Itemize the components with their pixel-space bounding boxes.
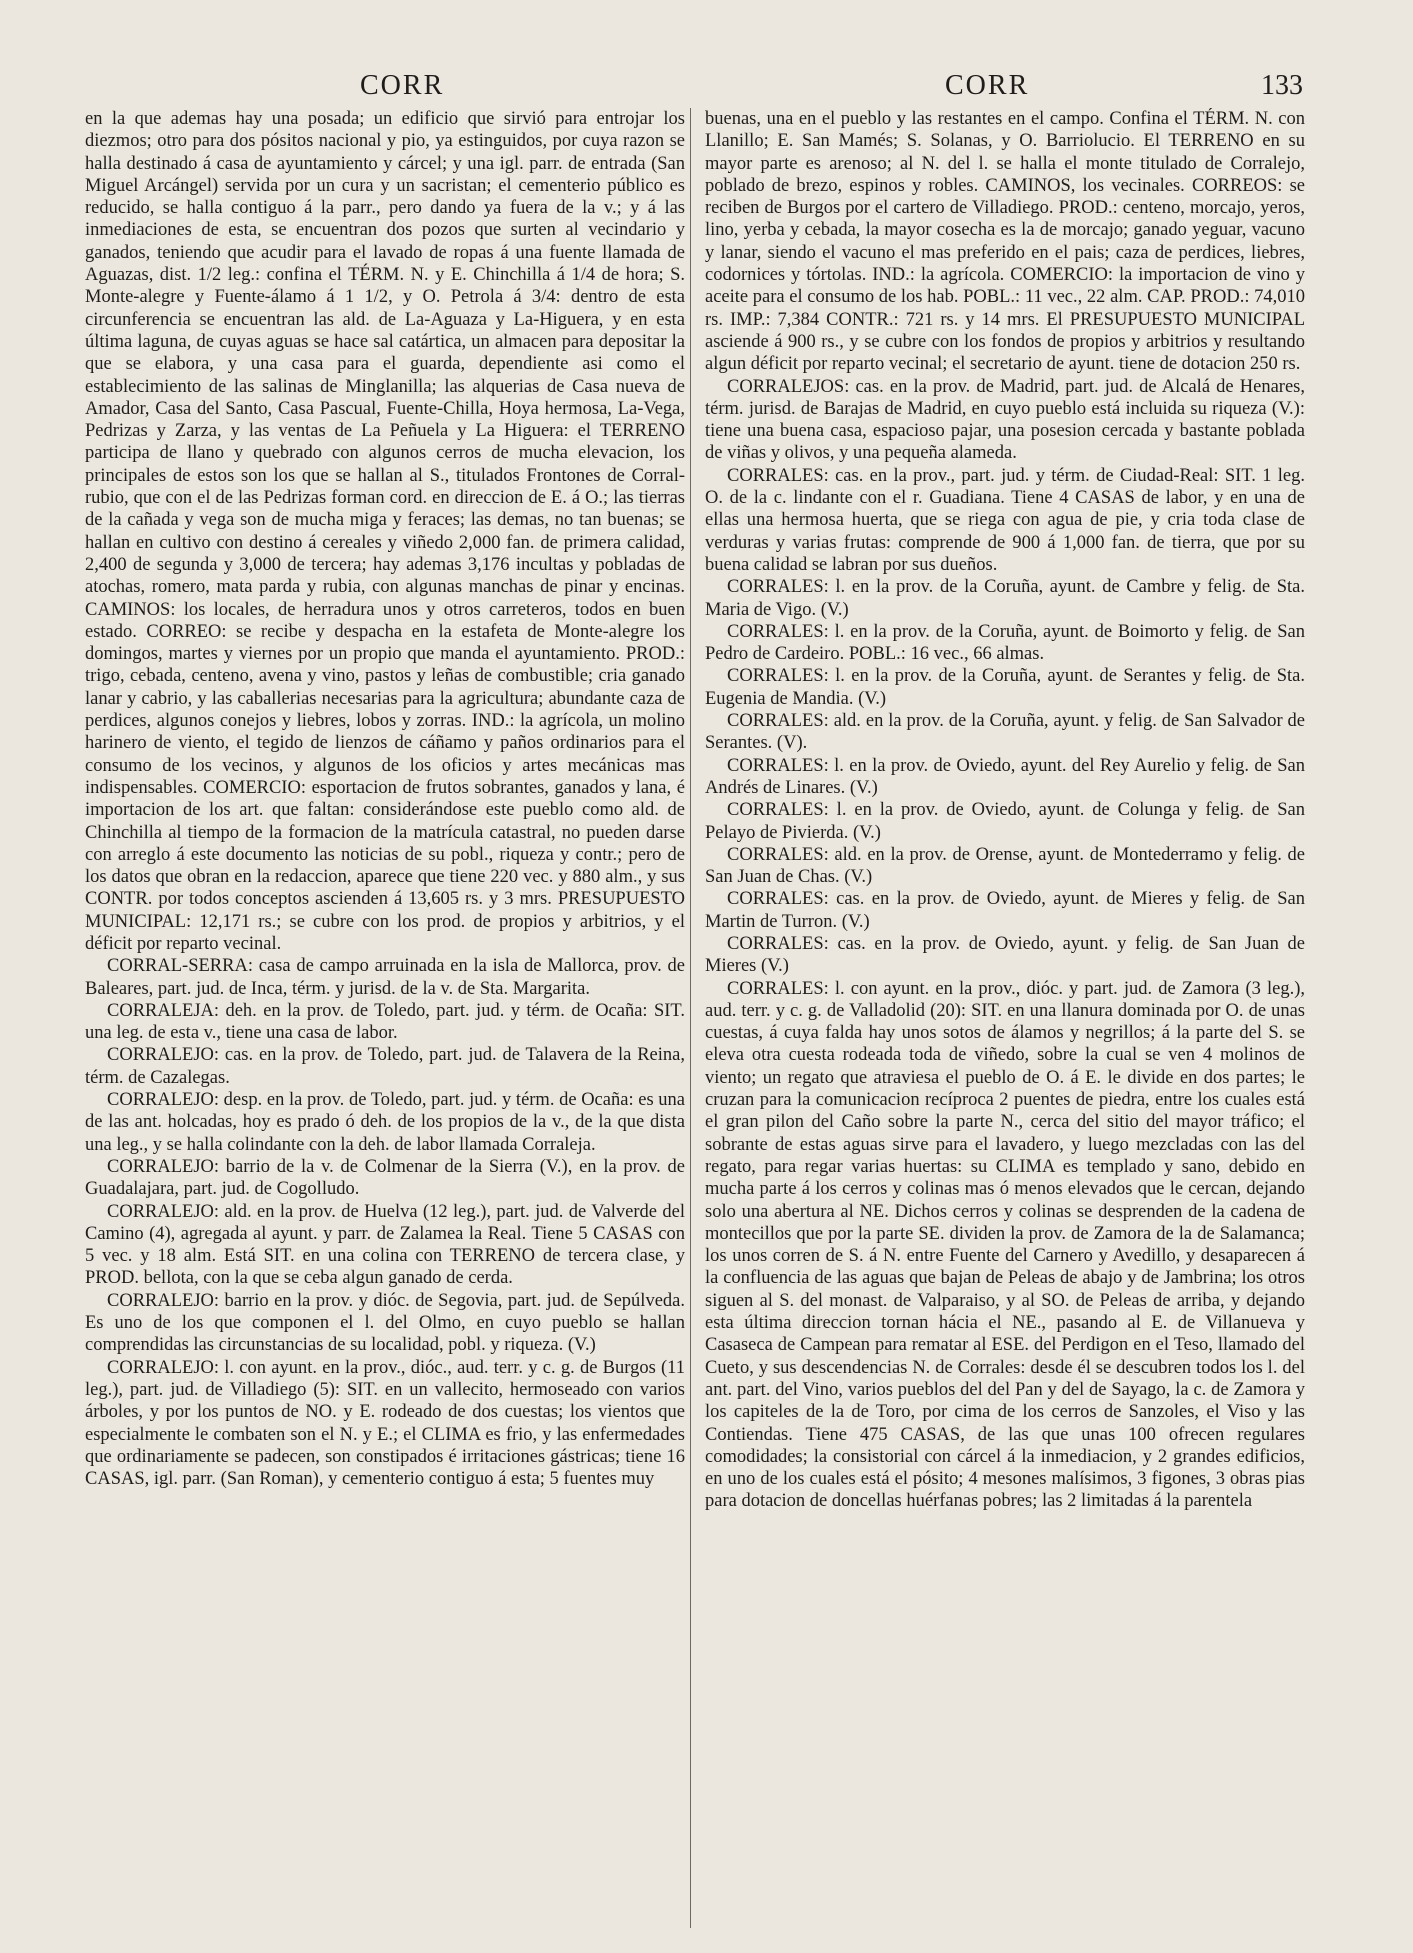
entry-corral-serra: CORRAL-SERRA: casa de campo arruinada en la isla de Mallorca, prov. de Baleares, part. jud. de Inca, térm. y jurisd. de la v. de Sta. Margarita. — [85, 956, 685, 999]
running-header-right: CORR — [945, 70, 1030, 101]
entry-continuation-right: buenas, una en el pueblo y las restantes en el campo. Confina el TÉRM. N. con Llanillo; E. San Mamés; S. Solanas, y O. Barriolucio. El TERRENO en su mayor parte es arenoso; al N. del l. se halla el monte titulado de Corralejo, poblado de brezo, espinos y robles. CAMINOS, los vecinales. CORREOS: se reciben de Burgos por el cartero de Villadiego. PROD.: centeno, morcajo, yeros, lino, yerba y cebada, la mayor cosecha es la de morcajo; ganado yeguar, vacuno y lanar, siendo el vacuno el mas preferido en el pais; caza de perdices, liebres, codornices y tórtolas. IND.: la agrícola. COMERCIO: la importacion de vino y aceite para el consumo de los hab. POBL.: 11 vec., 22 alm. CAP. PROD.: 74,010 rs. IMP.: 7,384 CONTR.: 721 rs. y 14 mrs. El PRESUPUESTO MUNICIPAL asciende á 900 rs., y se cubre con los fondos de propios y arbitrios y resultando algun déficit por reparto vecinal; el secretario de ayunt. tiene de dotacion 250 rs. — [705, 109, 1305, 375]
entry-corrales-cambre: CORRALES: l. en la prov. de la Coruña, ayunt. de Cambre y felig. de Sta. Maria de Vigo. (V.) — [705, 577, 1305, 620]
entry-corrales-mieres-turron: CORRALES: cas. en la prov. de Oviedo, ayunt. de Mieres y felig. de San Martin de Turron. (V.) — [705, 889, 1305, 932]
column-divider — [690, 108, 691, 1928]
entry-corralejo-huelva: CORRALEJO: ald. en la prov. de Huelva (12 leg.), part. jud. de Valverde del Camino (4), agregada al ayunt. y parr. de Zalamea la Real. Tiene 5 CASAS con 5 vec. y 18 alm. Está SIT. en una colina con TERRENO de tercera clase, y PROD. bellota, con la que se ceba algun ganado de cerda. — [85, 1201, 685, 1289]
entry-corralejo-burgos: CORRALEJO: l. con ayunt. en la prov., dióc., aud. terr. y c. g. de Burgos (11 leg.), part. jud. de Villadiego (5): SIT. en un vallecito, hermoseado con varios árboles, y por los puntos de NO. y E. rodeado de dos cuestas; los vientos que especialmente le combaten son el N. y E.; el CLIMA es frio, y las enfermedades que ordinariamente se padecen, son constipados é irritaciones gástricas; tiene 16 CASAS, igl. parr. (San Roman), y cementerio contiguo á esta; 5 fuentes muy — [85, 1357, 685, 1490]
entry-corrales-boimorto: CORRALES: l. en la prov. de la Coruña, ayunt. de Boimorto y felig. de San Pedro de Cardeiro. POBL.: 16 vec., 66 almas. — [705, 621, 1305, 665]
entry-corrales-serantes: CORRALES: l. en la prov. de la Coruña, ayunt. de Serantes y felig. de Sta. Eugenia de Mandia. (V.) — [705, 666, 1305, 709]
entry-corrales-san-salvador: CORRALES: ald. en la prov. de la Coruña, ayunt. y felig. de San Salvador de Serantes. (V). — [705, 711, 1305, 754]
page-number: 133 — [1261, 70, 1303, 101]
right-column — [705, 108, 1305, 1928]
running-header-left: CORR — [360, 70, 445, 101]
entry-corralejo-talavera: CORRALEJO: cas. en la prov. de Toledo, part. jud. de Talavera de la Reina, térm. de Cazalegas. — [85, 1045, 685, 1088]
entry-corrales-rey-aurelio: CORRALES: l. en la prov. de Oviedo, ayunt. del Rey Aurelio y felig. de San Andrés de Linares. (V.) — [705, 755, 1305, 798]
entry-corralejo-colmenar: CORRALEJO: barrio de la v. de Colmenar de la Sierra (V.), en la prov. de Guadalajara, part. jud. de Cogolludo. — [85, 1156, 685, 1200]
entry-corrales-zamora: CORRALES: l. con ayunt. en la prov., dióc. y part. jud. de Zamora (3 leg.), aud. terr. y c. g. de Valladolid (20): SIT. en una llanura dominada por O. de unas cuestas, á cuya falda hay unos sotos de álamos y negrillos; á la parte del S. se eleva otra cuesta rodeada toda de viñedo, sobre la cual se ven 4 molinos de viento; un regato que atraviesa el pueblo de O. á E. le divide en dos partes; le cruzan para la comunicacion recíproca 2 puentes de piedra, entre los cuales está el gran pilon del Caño sobre la parte N., cerca del sitio del mayor tráfico; el sobrante de estas aguas sirve para el lavadero, y luego mezcladas con las del regato, para regar varias huertas: su CLIMA es templado y sano, debido en mucha parte á los cerros y colinas mas ó menos elevados que le cercan, dejando solo una abertura al NE. Dichos cerros y colinas se desprenden de la cadena de montecillos que por la parte SE. dividen la prov. de Zamora de la de Salamanca; los unos corren de S. á N. entre Fuente del Carnero y Avedillo, y desaparecen á la confluencia de las aguas que bajan de Peleas de abajo y de Jambrina; los otros siguen al S. del monast. de Valparaiso, y al SO. de Peleas de arriba, y dejando esta última direccion tornan hácia el NE., pasando al E. de Villanueva y Casaseca de Campean para rematar al ESE. del Perdigon en el Teso, llamado del Cueto, y sus descendencias N. de Corrales: desde él se descubren todos los l. del ant. part. del Vino, varios pueblos del del Pan y del de Sayago, la c. de Zamora y los capiteles de la de Toro, por cima de los cerros de Sanzoles, el Viso y las Contiendas. Tiene 475 CASAS, de las que unas 100 ofrecen regulares comodidades; la consistorial con cárcel á la inmediacion, y 2 grandes edificios, en uno de los cuales está el pósito; 4 mesones malísimos, 3 figones, 3 obras pias para dotacion de doncellas huérfanas pobres; las 2 limitadas á la parentela — [705, 978, 1305, 1512]
entry-corralejo-segovia: CORRALEJO: barrio en la prov. y dióc. de Segovia, part. jud. de Sepúlveda. Es uno de los que componen el l. del Olmo, en cuyo pueblo se hallan comprendidas las circunstancias de su localidad, pobl. y riqueza. (V.) — [85, 1290, 685, 1356]
entry-corrales-ciudad-real: CORRALES: cas. en la prov., part. jud. y térm. de Ciudad-Real: SIT. 1 leg. O. de la c. lindante con el r. Guadiana. Tiene 4 CASAS de labor, y en una de ellas una hermosa huerta, que se riega con agua de pie, y cria toda clase de verduras y varias frutas: comprende de 900 á 1,000 fan. de tierra, que por su buena calidad se labran por sus dueños. — [705, 465, 1305, 575]
entry-corrales-colunga: CORRALES: l. en la prov. de Oviedo, ayunt. de Colunga y felig. de San Pelayo de Pivierda. (V.) — [705, 800, 1305, 843]
entry-corrales-montederramo: CORRALES: ald. en la prov. de Orense, ayunt. de Montederramo y felig. de San Juan de Chas. (V.) — [705, 844, 1305, 888]
entry-corraleja: CORRALEJA: deh. en la prov. de Toledo, part. jud. y térm. de Ocaña: SIT. una leg. de esta v., tiene una casa de labor. — [85, 1000, 685, 1044]
entry-corrales-mieres: CORRALES: cas. en la prov. de Oviedo, ayunt. y felig. de San Juan de Mieres (V.) — [705, 933, 1305, 977]
entry-continuation: en la que ademas hay una posada; un edificio que sirvió para entrojar los diezmos; otro para dos pósitos nacional y pio, ya estinguidos, por cuya razon se halla destinado á casa de ayuntamiento y cárcel; y una igl. parr. de entrada (San Miguel Arcángel) servida por un cura y un sacristan; el cementerio público es reducido, se halla contiguo á la parr., pero dando ya fuera de la v.; y á las inmediaciones de esta, se encuentran dos pozos que surten al vecindario y ganados, teniendo que acudir para el lavado de ropas á una fuente llamada de Aguazas, dist. 1/2 leg.: confina el TÉRM. N. y E. Chinchilla á 1/4 de hora; S. Monte-alegre y Fuente-álamo á 1 1/2, y O. Petrola á 3/4: dentro de esta circunferencia se encuentran las ald. de La-Aguaza y La-Higuera, y en esta última laguna, de cuyas aguas se hace sal catártica, un almacen para depositar la que se elabora, y una casa para el guarda, dependiente asi como el establecimiento de las salinas de Minglanilla; las alquerias de Casa nueva de Amador, Casa del Santo, Casa Pascual, Fuente-Chilla, Hoya hermosa, La-Vega, Pedrizas y Zarza, y las ventas de La Peñuela y La Higuera: el TERRENO participa de llano y quebrado con algunos cerros de mucha elevacion, los principales de estos son los que se hallan al S., titulados Frontones de Corral-rubio, que con el de las Pedrizas forman cord. en direccion de E. á O.; las tierras de la cañada y vega son de mucha miga y feraces; las demas, no tan buenas; se hallan en cultivo con destino á cereales y viñedo 2,000 fan. de primera calidad, 2,400 de segunda y 3,000 de tercera; hay ademas 3,176 incultas y pobladas de atochas, romero, mata parda y rubia, con algunas manchas de pinar y encinas. CAMINOS: los locales, de herradura unos y otros carreteros, todos en buen estado. CORREO: se recibe y despacha en la estafeta de Monte-alegre los domingos, martes y viernes por un propio que manda el ayuntamiento. PROD.: trigo, cebada, centeno, avena y vino, pastos y leñas de combustible; cria ganado lanar y cabrio, y las caballerias necesarias para la agricultura; abundante caza de perdices, algunos conejos y liebres, lobos y zorras. IND.: la agrícola, un molino harinero de viento, el tegido de lienzos de cáñamo y paños ordinarios para el consumo de los vecinos, y algunos de los oficios y artes mecánicas mas indispensables. COMERCIO: esportacion de frutos sobrantes, ganados y lana, é importacion de los art. que faltan: considerándose este pueblo como ald. de Chinchilla al tiempo de la formacion de la matrícula catastral, no pueden darse con arreglo á este documento las noticias de su pobl., riqueza y contr.; pero de los datos que obran en la redaccion, aparece que tiene 220 vec. y 880 alm., y sus CONTR. por todos conceptos ascienden á 13,605 rs. y 3 mrs. PRESUPUESTO MUNICIPAL: 12,171 rs.; se cubre con los prod. de propios y arbitrios, y el déficit por reparto vecinal. — [85, 109, 685, 954]
left-column — [85, 108, 685, 1928]
entry-corralejo-ocana: CORRALEJO: desp. en la prov. de Toledo, part. jud. y térm. de Ocaña: es una de las ant. holcadas, hoy es prado ó deh. de los propios de la v., de la que dista una leg., y se halla colindante con la deh. de labor llamada Corraleja. — [85, 1090, 685, 1155]
entry-corralejos: CORRALEJOS: cas. en la prov. de Madrid, part. jud. de Alcalá de Henares, térm. jurisd. de Barajas de Madrid, en cuyo pueblo está incluida su riqueza (V.): tiene una buena casa, espacioso pajar, una posesion cercada y bastante poblada de viñas y olivos, y una pequeña alameda. — [705, 376, 1305, 464]
